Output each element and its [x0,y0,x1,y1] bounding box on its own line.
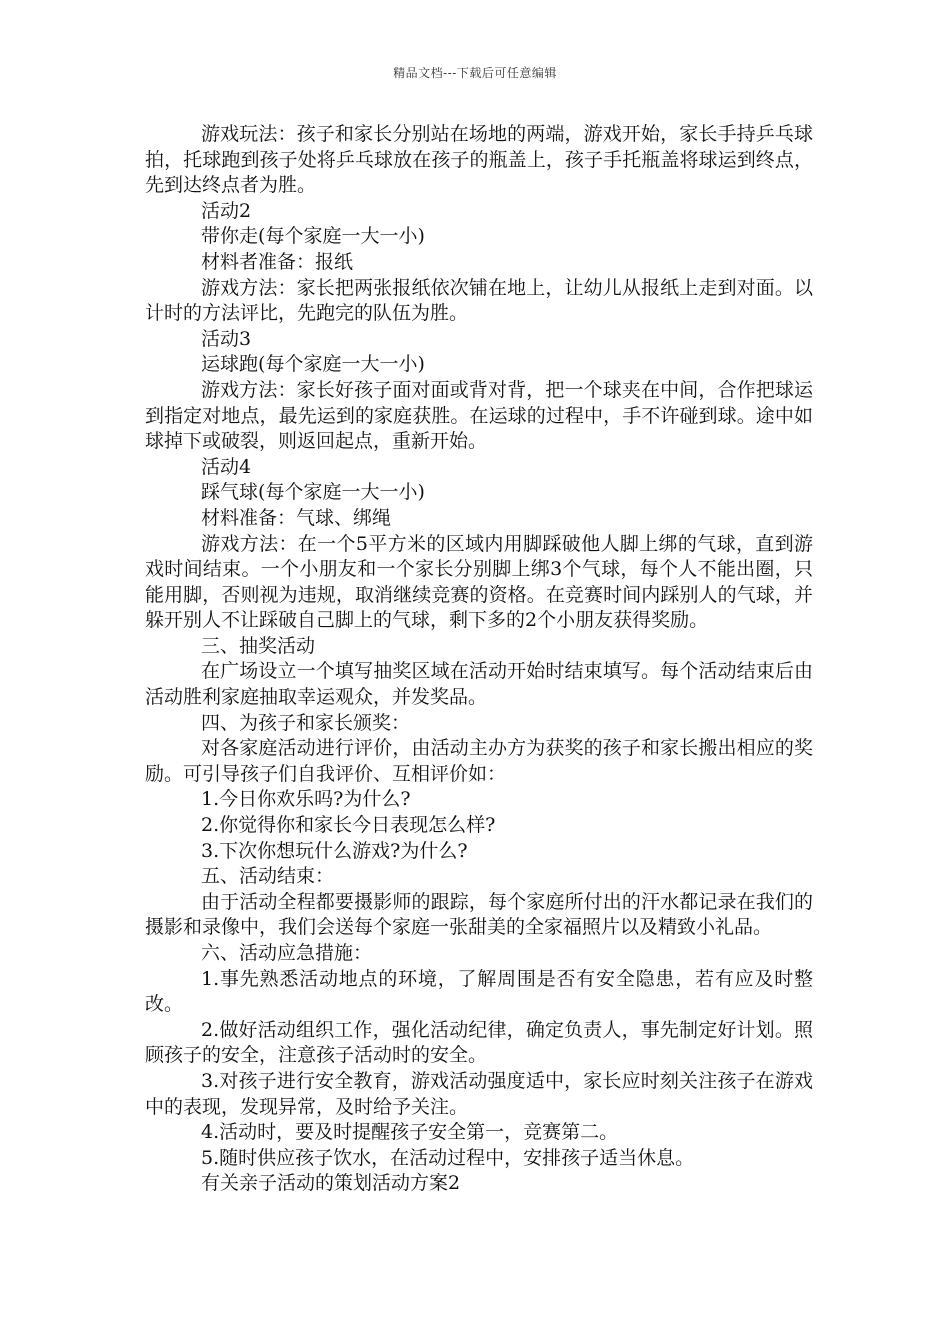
paragraph-game-rules-1: 游戏玩法：孩子和家长分别站在场地的两端，游戏开始，家长手持乒乓球拍，托球跑到孩子处将乒乓球放在孩子的瓶盖上，孩子手托瓶盖将球运到终点，先到达终点者为胜。 [145,123,813,197]
awards-question-2: 2.你觉得你和家长今日表现怎么样? [201,814,496,837]
emergency-item-5: 5.随时供应孩子饮水，在活动过程中，安排孩子适当休息。 [201,1146,695,1169]
activity-4-materials: 材料准备：气球、绑绳 [201,506,392,529]
heading-activity-4: 活动4 [201,455,252,478]
activity-4-title: 踩气球(每个家庭一大一小) [201,481,425,504]
activity-2-title: 带你走(每个家庭一大一小) [201,225,425,248]
activity-end-text: 由于活动全程都要摄影师的跟踪，每个家庭所付出的汗水都记录在我们的摄影和录像中，我们会送每个家庭一张甜美的全家福照片以及精致小礼品。 [145,890,813,939]
emergency-item-1: 1.事先熟悉活动地点的环境，了解周围是否有安全隐患，若有应及时整改。 [145,967,813,1016]
lottery-text: 在广场设立一个填写抽奖区域在活动开始时结束填写。每个活动结束后由活动胜利家庭抽取幸运观众，并发奖品。 [145,660,813,709]
emergency-item-3: 3.对孩子进行安全教育，游戏活动强度适中，家长应时刻关注孩子在游戏中的表现，发现异常，及时给予关注。 [145,1069,813,1118]
heading-activity-2: 活动2 [201,199,252,222]
page-header: 精品文档---下载后可任意编辑 [393,66,557,80]
activity-3-method: 游戏方法：家长好孩子面对面或背对背，把一个球夹在中间，合作把球运到指定对地点，最先运到的家庭获胜。在运球的过程中，手不许碰到球。途中如球掉下或破裂，则返回起点，重新开始。 [145,378,813,453]
heading-activity-end: 五、活动结束： [201,865,335,888]
activity-4-method: 游戏方法：在一个5平方米的区域内用脚踩破他人脚上绑的气球，直到游戏时间结束。一个小朋友和一个家长分别脚上绑3个气球，每个人不能出圈，只能用脚，否则视为违规，取消继续竞赛的资格。在竞赛时间内踩别人的气球，并躲开别人不让踩破自己脚上的气球，剩下多的2个小朋友获得奖励。 [145,532,813,632]
plan-2-title: 有关亲子活动的策划活动方案2 [201,1172,461,1195]
document-body [145,122,813,1197]
heading-awards: 四、为孩子和家长颁奖： [201,711,411,734]
heading-activity-3: 活动3 [201,327,252,350]
emergency-item-2: 2.做好活动组织工作，强化活动纪律，确定负责人，事先制定好计划。照顾孩子的安全，注意孩子活动时的安全。 [145,1018,813,1067]
awards-question-1: 1.今日你欢乐吗?为什么? [201,788,411,811]
activity-2-method: 游戏方法：家长把两张报纸依次铺在地上，让幼儿从报纸上走到对面。以计时的方法评比，先跑完的队伍为胜。 [145,276,813,325]
heading-lottery: 三、抽奖活动 [201,634,316,657]
emergency-item-4: 4.活动时，要及时提醒孩子安全第一，竞赛第二。 [201,1121,619,1144]
activity-2-materials: 材料者准备：报纸 [201,250,354,273]
awards-text: 对各家庭活动进行评价，由活动主办方为获奖的孩子和家长搬出相应的奖励。可引导孩子们自我评价、互相评价如： [145,737,813,785]
activity-3-title: 运球跑(每个家庭一大一小) [201,353,425,376]
heading-emergency: 六、活动应急措施： [201,942,373,964]
awards-question-3: 3.下次你想玩什么游戏?为什么? [201,839,468,862]
